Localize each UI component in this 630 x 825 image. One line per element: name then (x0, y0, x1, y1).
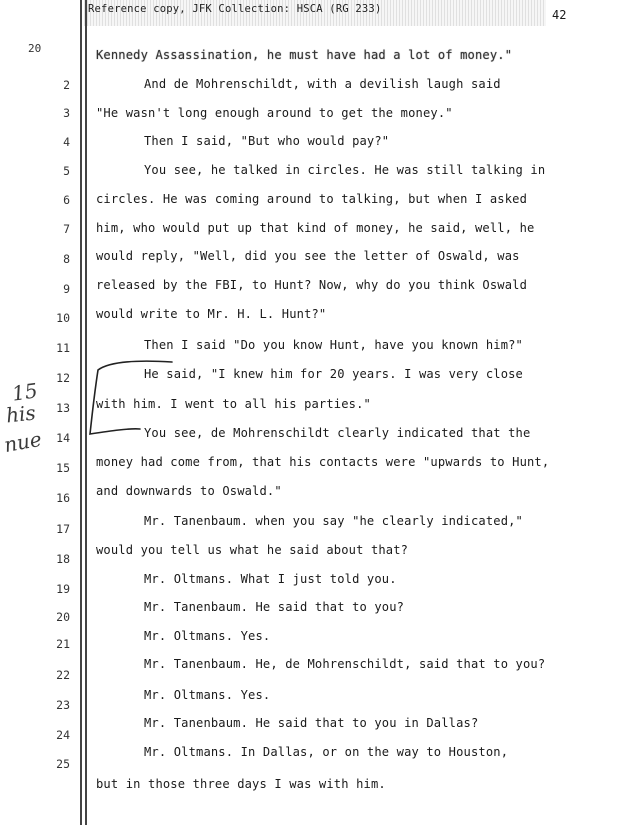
transcript-line: Mr. Oltmans. Yes. (144, 688, 271, 702)
transcript-line: Mr. Tanenbaum. He, de Mohrenschildt, said that to you? (144, 657, 546, 671)
transcript-line: money had come from, that his contacts were "upwards to Hunt, (96, 455, 550, 469)
transcript-line: with him. I went to all his parties." (96, 397, 371, 411)
transcript-line: Mr. Oltmans. In Dallas, or on the way to Houston, (144, 745, 509, 759)
transcript-line: And de Mohrenschildt, with a devilish laugh said (144, 77, 501, 91)
transcript-line: You see, he talked in circles. He was still talking in (144, 163, 546, 177)
transcript-line: Kennedy Assassination, he must have had a lot of money." (96, 48, 513, 62)
transcript-line: circles. He was coming around to talking, but when I asked (96, 192, 528, 206)
margin-note-line: nue (2, 426, 44, 458)
line-number: 22 (56, 668, 70, 682)
line-number: 7 (63, 222, 70, 236)
transcript-line: would you tell us what he said about that? (96, 543, 409, 557)
line-number: 21 (56, 637, 70, 651)
transcript-line: Mr. Tanenbaum. He said that to you? (144, 600, 405, 614)
line-number: 23 (56, 698, 70, 712)
line-number: 25 (56, 757, 70, 771)
transcript-line: Mr. Oltmans. What I just told you. (144, 572, 397, 586)
line-number: 4 (63, 135, 70, 149)
transcript-line: "He wasn't long enough around to get the money." (96, 106, 453, 120)
line-number: 13 (56, 401, 70, 415)
transcript-line: Then I said "Do you know Hunt, have you known him?" (144, 338, 523, 352)
margin-note-line: his (4, 400, 37, 428)
transcript-line: would reply, "Well, did you see the letter of Oswald, was (96, 249, 520, 263)
line-number: 3 (63, 106, 70, 120)
transcript-line: He said, "I knew him for 20 years. I was very close (144, 367, 523, 381)
reference-header: Reference copy, JFK Collection: HSCA (RG 233) (88, 3, 382, 15)
line-number: 14 (56, 431, 70, 445)
transcript-line: released by the FBI, to Hunt? Now, why do you think Oswald (96, 278, 528, 292)
transcript-line: Then I said, "But who would pay?" (144, 134, 390, 148)
transcript-line: You see, de Mohrenschildt clearly indicated that the (144, 426, 531, 440)
line-number: 15 (56, 461, 70, 475)
page-number: 42 (552, 8, 567, 22)
line-number: 9 (63, 282, 70, 296)
line-number: 19 (56, 582, 70, 596)
transcript-line: but in those three days I was with him. (96, 777, 386, 791)
line-number: 8 (63, 252, 70, 266)
line-number: 16 (56, 491, 70, 505)
line-number: 11 (56, 341, 70, 355)
transcript-line: him, who would put up that kind of money, he said, well, he (96, 221, 535, 235)
transcript-line: Mr. Oltmans. Yes. (144, 629, 271, 643)
transcript-line: and downwards to Oswald." (96, 484, 282, 498)
line-number: 18 (56, 552, 70, 566)
transcript-line: would write to Mr. H. L. Hunt?" (96, 307, 327, 321)
line-number: 20 (56, 610, 70, 624)
line-number: 17 (56, 522, 70, 536)
side-number: 20 (28, 42, 42, 55)
line-number: 2 (63, 78, 70, 92)
margin-note-line: 15 (10, 378, 39, 406)
transcript-line: Mr. Tanenbaum. when you say "he clearly indicated," (144, 514, 523, 528)
line-number: 10 (56, 311, 70, 325)
line-number: 24 (56, 728, 70, 742)
handwritten-bracket (80, 356, 180, 446)
transcript-line: Mr. Tanenbaum. He said that to you in Dallas? (144, 716, 479, 730)
line-number: 6 (63, 193, 70, 207)
line-number: 12 (56, 371, 70, 385)
line-number: 5 (63, 164, 70, 178)
